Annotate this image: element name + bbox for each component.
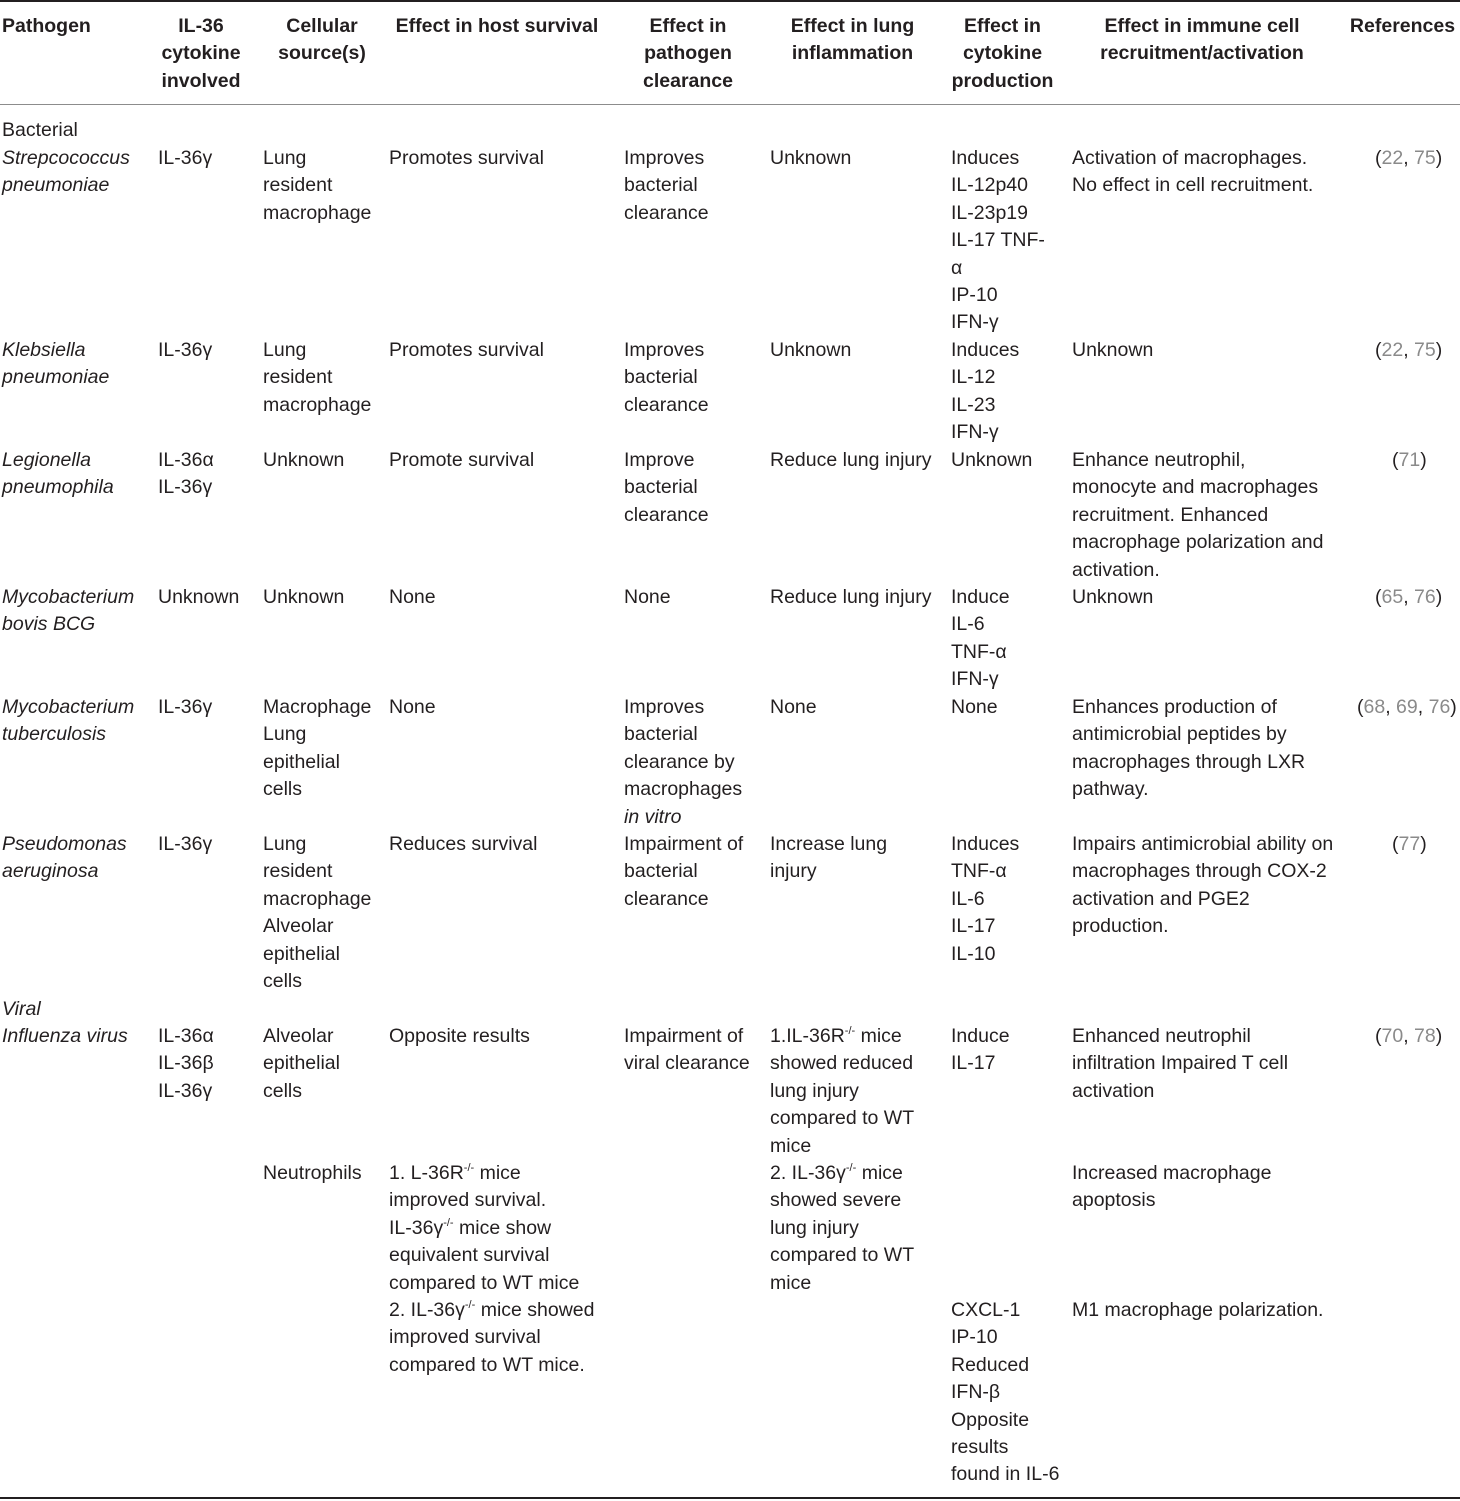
- clearance-in-vitro: in vitro: [624, 805, 682, 828]
- row-cytokine-production: Induces IL-12 IL-23 IFN-γ: [951, 339, 1020, 444]
- reference-link[interactable]: 75: [1414, 339, 1436, 361]
- influenza-cytokine-production-1: Induce IL-17: [951, 1025, 1010, 1075]
- row-cellular-source: Unknown: [263, 586, 345, 608]
- row-cytokine: IL-36γ: [158, 147, 213, 169]
- group-label-viral: Viral: [2, 998, 41, 1020]
- row-references: (68, 69, 76): [1357, 696, 1457, 718]
- row-lung-inflammation: Reduce lung injury: [770, 586, 932, 608]
- reference-link[interactable]: 77: [1398, 833, 1421, 855]
- row-pathogen-clearance: Improves bacterial clearance: [624, 339, 709, 416]
- influenza-survival-il36r: 1. L-36R-/- mice improved survival.: [389, 1162, 547, 1212]
- clearance-text: Improves bacterial clearance by macrophages: [624, 696, 743, 801]
- influenza-immune-3: M1 macrophage polarization.: [1072, 1299, 1324, 1321]
- influenza-cellular-alveolar: Alveolar epithelial cells: [263, 1025, 340, 1102]
- reference-link[interactable]: 75: [1414, 147, 1436, 169]
- top-rule: [0, 0, 1460, 2]
- row-cytokine: IL-36γ: [158, 696, 213, 718]
- row-lung-inflammation: Unknown: [770, 147, 852, 169]
- row-lung-inflammation: Reduce lung injury: [770, 449, 932, 471]
- row-host-survival: Promote survival: [389, 449, 535, 471]
- row-pathogen: Legionella pneumophila: [2, 449, 114, 499]
- influenza-inflammation-il36r: 1.IL-36R-/- mice showed reduced lung injury compared to WT mice: [770, 1025, 915, 1157]
- reference-link[interactable]: 22: [1381, 147, 1404, 169]
- header-clearance: Effect in pathogen clearance: [643, 15, 733, 92]
- influenza-immune-2: Increased macrophage apoptosis: [1072, 1162, 1272, 1212]
- row-pathogen: Mycobacterium tuberculosis: [2, 696, 135, 746]
- group-label-bacterial: Bacterial: [2, 119, 78, 141]
- influenza-survival-opposite: Opposite results: [389, 1025, 530, 1047]
- row-cytokine-production: Unknown: [951, 449, 1033, 471]
- row-cytokine-production: Induces TNF-α IL-6 IL-17 IL-10: [951, 833, 1020, 965]
- row-references: (65, 76): [1375, 586, 1443, 608]
- reference-link[interactable]: 65: [1381, 586, 1404, 608]
- row-immune-effect: Enhances production of antimicrobial peptides by macrophages through LXR pathway.: [1072, 696, 1306, 801]
- row-pathogen: Pseudomonas aeruginosa: [2, 833, 127, 883]
- row-immune-effect: Enhance neutrophil, monocyte and macrophages recruitment. Enhanced macrophage polarization and activation.: [1072, 449, 1324, 581]
- row-cellular-source: Lung resident macrophage: [263, 147, 372, 224]
- row-lung-inflammation: None: [770, 696, 817, 718]
- row-host-survival: None: [389, 696, 436, 718]
- reference-link[interactable]: 76: [1414, 586, 1436, 608]
- bottom-rule: [0, 1497, 1460, 1499]
- row-pathogen-clearance: Improve bacterial clearance: [624, 449, 709, 526]
- row-immune-effect: Impairs antimicrobial ability on macrophages through COX-2 activation and PGE2 production.: [1072, 833, 1334, 938]
- influenza-cytokine: IL-36α IL-36β IL-36γ: [158, 1025, 214, 1102]
- row-cytokine: IL-36γ: [158, 833, 213, 855]
- row-pathogen-clearance: None: [624, 586, 671, 608]
- header-pathogen: Pathogen: [2, 15, 91, 37]
- row-cytokine: IL-36γ: [158, 339, 213, 361]
- influenza-clearance: Impairment of viral clearance: [624, 1025, 750, 1075]
- header-cytokine: IL-36 cytokine involved: [161, 15, 241, 92]
- row-cellular-source: Macrophage Lung epithelial cells: [263, 696, 372, 801]
- influenza-survival-il36g-equivalent: IL-36γ-/- mice show equivalent survival compared to WT mice: [389, 1217, 580, 1294]
- influenza-survival-il36g-improved: 2. IL-36γ-/- mice showed improved survival compared to WT mice.: [389, 1299, 595, 1376]
- row-references: (71): [1392, 449, 1427, 471]
- row-cellular-source: Unknown: [263, 449, 345, 471]
- influenza-pathogen: Influenza virus: [2, 1025, 128, 1047]
- reference-link[interactable]: 22: [1381, 339, 1404, 361]
- row-host-survival: Promotes survival: [389, 339, 544, 361]
- reference-link[interactable]: 78: [1414, 1025, 1436, 1047]
- row-immune-effect: Unknown: [1072, 586, 1154, 608]
- row-pathogen-clearance: [624, 694, 742, 831]
- reference-link[interactable]: 76: [1428, 696, 1451, 718]
- influenza-inflammation-il36g: 2. IL-36γ-/- mice showed severe lung injury compared to WT mice: [770, 1162, 915, 1294]
- row-immune-effect: Activation of macrophages. No effect in cell recruitment.: [1072, 147, 1314, 197]
- row-lung-inflammation: Unknown: [770, 339, 852, 361]
- header-immune: Effect in immune cell recruitment/activation: [1100, 15, 1304, 65]
- reference-link[interactable]: 70: [1381, 1025, 1404, 1047]
- row-lung-inflammation: Increase lung injury: [770, 833, 888, 883]
- row-host-survival: Reduces survival: [389, 833, 538, 855]
- row-pathogen: Klebsiella pneumoniae: [2, 339, 110, 389]
- reference-link[interactable]: 69: [1396, 696, 1418, 718]
- row-references: (77): [1392, 833, 1427, 855]
- header-survival: Effect in host survival: [395, 15, 599, 37]
- row-cytokine: Unknown: [158, 586, 240, 608]
- influenza-references: (70, 78): [1375, 1025, 1443, 1047]
- row-immune-effect: Unknown: [1072, 339, 1154, 361]
- row-pathogen-clearance: Improves bacterial clearance: [624, 147, 709, 224]
- row-host-survival: None: [389, 586, 436, 608]
- row-cytokine-production: Induces IL-12p40 IL-23p19 IL-17 TNF- α IP-10 IFN-γ: [951, 147, 1045, 334]
- row-cytokine: IL-36α IL-36γ: [158, 449, 214, 499]
- row-pathogen: Mycobacterium bovis BCG: [2, 586, 135, 636]
- row-cytokine-production: Induce IL-6 TNF-α IFN-γ: [951, 586, 1010, 691]
- row-cellular-source: Lung resident macrophage Alveolar epithelial cells: [263, 833, 372, 993]
- influenza-cytokine-production-2: CXCL-1 IP-10 Reduced IFN-β Opposite results found in IL-6: [951, 1299, 1060, 1486]
- row-references: (22, 75): [1375, 147, 1443, 169]
- row-host-survival: Promotes survival: [389, 147, 544, 169]
- row-pathogen: Strepcococcus pneumoniae: [2, 147, 130, 197]
- header-inflammation: Effect in lung inflammation: [790, 15, 915, 65]
- influenza-cellular-neutrophils: Neutrophils: [263, 1162, 362, 1184]
- reference-link[interactable]: 68: [1363, 696, 1386, 718]
- header-cellular: Cellular source(s): [278, 15, 366, 65]
- row-cellular-source: Lung resident macrophage: [263, 339, 372, 416]
- header-references: References: [1349, 15, 1456, 37]
- header-cytokine-production: Effect in cytokine production: [951, 15, 1054, 92]
- row-pathogen-clearance: Impairment of bacterial clearance: [624, 833, 744, 910]
- influenza-immune-1: Enhanced neutrophil infiltration Impaired T cell activation: [1072, 1025, 1289, 1102]
- row-cytokine-production: None: [951, 696, 998, 718]
- reference-link[interactable]: 71: [1398, 449, 1421, 471]
- row-references: (22, 75): [1375, 339, 1443, 361]
- header-rule: [0, 104, 1460, 105]
